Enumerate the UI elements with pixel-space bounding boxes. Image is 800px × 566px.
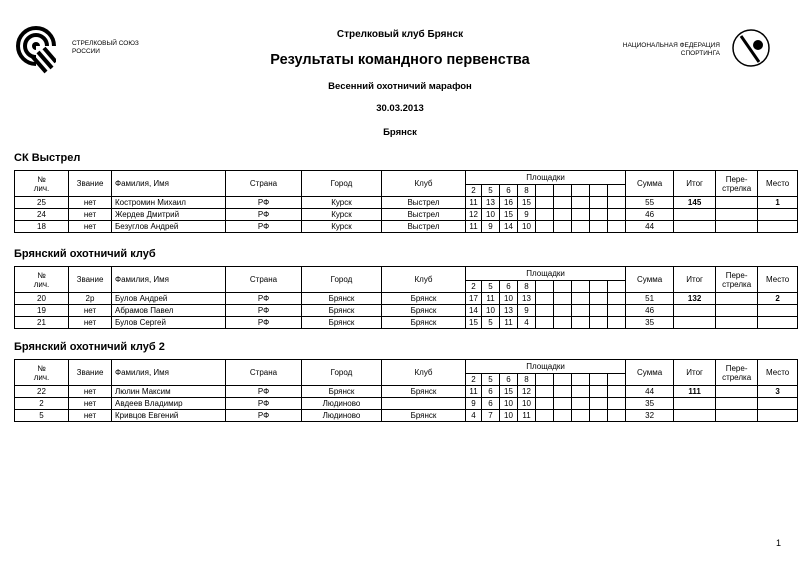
- team-total: 132: [674, 293, 716, 305]
- station-score: [554, 398, 572, 410]
- shooter-name: Булов Андрей: [112, 293, 226, 305]
- station-number-header: [554, 185, 572, 197]
- shootoff-result: [716, 398, 758, 410]
- team-total: [674, 209, 716, 221]
- station-score: 9: [482, 221, 500, 233]
- station-number-header: [590, 281, 608, 293]
- station-score: 15: [500, 209, 518, 221]
- club-name: Стрелковый клуб Брянск: [336, 29, 464, 40]
- station-number-header: [608, 185, 626, 197]
- shooter-name: Люлин Максим: [112, 386, 226, 398]
- station-score: 9: [518, 209, 536, 221]
- shootoff-result: [716, 221, 758, 233]
- station-score: [536, 398, 554, 410]
- team-total: [674, 398, 716, 410]
- shooter-sum: 44: [626, 386, 674, 398]
- shooter-city: Курск: [302, 209, 382, 221]
- team-results-table: [14, 266, 798, 329]
- shooter-rank: нет: [69, 410, 112, 422]
- station-score: [536, 410, 554, 422]
- col-stations-header: Площадки: [466, 267, 626, 281]
- col-total-header: Итог: [674, 171, 716, 197]
- station-score: 11: [482, 293, 500, 305]
- station-score: [572, 386, 590, 398]
- shooter-sum: 44: [626, 221, 674, 233]
- station-number-header: 2: [466, 374, 482, 386]
- station-score: 15: [500, 386, 518, 398]
- shooter-name: Кривцов Евгений: [112, 410, 226, 422]
- station-score: [608, 410, 626, 422]
- shooter-sum: 32: [626, 410, 674, 422]
- station-score: [608, 398, 626, 410]
- col-club-header: Клуб: [382, 171, 466, 197]
- station-score: [572, 293, 590, 305]
- col-country-header: Страна: [226, 171, 302, 197]
- col-shootoff-header: Пере- стрелка: [716, 171, 758, 197]
- station-score: 14: [466, 305, 482, 317]
- shootoff-result: [716, 386, 758, 398]
- shooter-sum: 35: [626, 398, 674, 410]
- col-sum-header: Сумма: [626, 267, 674, 293]
- shootoff-result: [716, 293, 758, 305]
- station-number-header: [536, 185, 554, 197]
- shooter-rank: нет: [69, 398, 112, 410]
- station-number-header: 5: [482, 281, 500, 293]
- station-score: [608, 221, 626, 233]
- shooter-country: РФ: [226, 221, 302, 233]
- shooter-city: Людиново: [302, 410, 382, 422]
- shooter-name: Булов Сергей: [112, 317, 226, 329]
- team-total: [674, 317, 716, 329]
- table-row: [15, 410, 798, 422]
- col-place-header: Место: [758, 360, 798, 386]
- col-place-header: Место: [758, 171, 798, 197]
- team-total: 145: [674, 197, 716, 209]
- shooter-country: РФ: [226, 209, 302, 221]
- table-header-row: [15, 171, 798, 185]
- station-number-header: [554, 374, 572, 386]
- station-score: [536, 209, 554, 221]
- station-score: 4: [466, 410, 482, 422]
- team-place: [758, 317, 798, 329]
- event-date: 30.03.2013: [376, 103, 424, 114]
- station-score: [608, 386, 626, 398]
- col-city-header: Город: [302, 360, 382, 386]
- station-score: [554, 410, 572, 422]
- station-score: [536, 317, 554, 329]
- team-total: [674, 410, 716, 422]
- station-score: [590, 386, 608, 398]
- station-score: [590, 410, 608, 422]
- table-row: [15, 209, 798, 221]
- shooter-city: Брянск: [302, 386, 382, 398]
- shootoff-result: [716, 305, 758, 317]
- station-number-header: 6: [500, 374, 518, 386]
- shooter-club: Брянск: [382, 317, 466, 329]
- shooter-club: Брянск: [382, 293, 466, 305]
- shootoff-result: [716, 197, 758, 209]
- shooter-city: Курск: [302, 197, 382, 209]
- team-place: 2: [758, 293, 798, 305]
- station-score: [536, 221, 554, 233]
- table-header-row: [15, 267, 798, 281]
- shooter-club: Брянск: [382, 386, 466, 398]
- team-place: 3: [758, 386, 798, 398]
- station-score: [590, 197, 608, 209]
- shooter-number: 24: [15, 209, 69, 221]
- team-total: [674, 305, 716, 317]
- col-country-header: Страна: [226, 360, 302, 386]
- shooter-number: 19: [15, 305, 69, 317]
- shooter-name: Безуглов Андрей: [112, 221, 226, 233]
- shootoff-result: [716, 410, 758, 422]
- team-place: [758, 410, 798, 422]
- col-num-header: № лич.: [15, 267, 69, 293]
- station-number-header: [608, 374, 626, 386]
- station-number-header: [572, 281, 590, 293]
- station-number-header: 2: [466, 281, 482, 293]
- station-score: 12: [518, 386, 536, 398]
- event-city: Брянск: [383, 127, 417, 138]
- shooter-city: Брянск: [302, 293, 382, 305]
- station-score: [554, 209, 572, 221]
- shooter-sum: 51: [626, 293, 674, 305]
- shooter-rank: 2р: [69, 293, 112, 305]
- station-score: [608, 293, 626, 305]
- station-number-header: 6: [500, 185, 518, 197]
- station-score: [554, 386, 572, 398]
- station-number-header: [554, 281, 572, 293]
- table-row: [15, 197, 798, 209]
- station-score: 11: [466, 386, 482, 398]
- table-row: [15, 398, 798, 410]
- table-header-row: [15, 360, 798, 374]
- station-number-header: 2: [466, 185, 482, 197]
- team-results-table: [14, 359, 798, 422]
- station-score: 10: [500, 398, 518, 410]
- team-place: [758, 221, 798, 233]
- shooter-city: Брянск: [302, 317, 382, 329]
- col-sum-header: Сумма: [626, 360, 674, 386]
- shootoff-result: [716, 317, 758, 329]
- station-score: 6: [482, 386, 500, 398]
- team-total: [674, 221, 716, 233]
- station-score: 4: [518, 317, 536, 329]
- shooter-sum: 46: [626, 209, 674, 221]
- station-score: [536, 386, 554, 398]
- station-score: 11: [518, 410, 536, 422]
- station-score: [536, 293, 554, 305]
- shootoff-result: [716, 209, 758, 221]
- station-score: 15: [518, 197, 536, 209]
- station-score: 6: [482, 398, 500, 410]
- team-total: 111: [674, 386, 716, 398]
- page-title: Результаты командного первенства: [270, 52, 530, 68]
- station-number-header: 8: [518, 185, 536, 197]
- table-row: [15, 386, 798, 398]
- shooter-city: Брянск: [302, 305, 382, 317]
- shooter-rank: нет: [69, 221, 112, 233]
- team-place: 1: [758, 197, 798, 209]
- station-number-header: [608, 281, 626, 293]
- team-results-table: [14, 170, 798, 233]
- shooter-city: Людиново: [302, 398, 382, 410]
- shooter-number: 18: [15, 221, 69, 233]
- station-number-header: [572, 374, 590, 386]
- col-rank-header: Звание: [69, 171, 112, 197]
- station-score: [554, 317, 572, 329]
- shooter-club: Выстрел: [382, 221, 466, 233]
- shooter-country: РФ: [226, 317, 302, 329]
- col-rank-header: Звание: [69, 267, 112, 293]
- shooter-sum: 55: [626, 197, 674, 209]
- station-score: 13: [482, 197, 500, 209]
- station-score: [554, 293, 572, 305]
- shooter-country: РФ: [226, 305, 302, 317]
- team-place: [758, 305, 798, 317]
- shooter-club: Брянск: [382, 410, 466, 422]
- station-number-header: 8: [518, 374, 536, 386]
- station-score: 10: [482, 305, 500, 317]
- shooter-name: Абрамов Павел: [112, 305, 226, 317]
- station-score: [572, 221, 590, 233]
- station-number-header: [572, 185, 590, 197]
- shooter-club: Выстрел: [382, 209, 466, 221]
- col-total-header: Итог: [674, 360, 716, 386]
- station-score: [536, 305, 554, 317]
- shooter-name: Костромин Михаил: [112, 197, 226, 209]
- shooter-club: Выстрел: [382, 197, 466, 209]
- station-number-header: [536, 281, 554, 293]
- col-num-header: № лич.: [15, 360, 69, 386]
- col-place-header: Место: [758, 267, 798, 293]
- col-stations-header: Площадки: [466, 360, 626, 374]
- station-score: 11: [466, 221, 482, 233]
- station-score: 11: [466, 197, 482, 209]
- team-place: [758, 209, 798, 221]
- col-country-header: Страна: [226, 267, 302, 293]
- station-score: 10: [518, 221, 536, 233]
- station-score: [572, 398, 590, 410]
- shooter-club: Брянск: [382, 305, 466, 317]
- station-score: 15: [466, 317, 482, 329]
- station-score: 17: [466, 293, 482, 305]
- shooter-number: 25: [15, 197, 69, 209]
- shooter-country: РФ: [226, 197, 302, 209]
- shooter-city: Курск: [302, 221, 382, 233]
- station-score: [572, 209, 590, 221]
- station-number-header: 5: [482, 185, 500, 197]
- page-number: 1: [776, 538, 782, 548]
- team-title: СК Выстрел: [14, 152, 81, 164]
- station-score: [608, 305, 626, 317]
- station-score: [590, 398, 608, 410]
- col-shootoff-header: Пере- стрелка: [716, 267, 758, 293]
- station-number-header: 6: [500, 281, 518, 293]
- shooter-sum: 35: [626, 317, 674, 329]
- station-score: [536, 197, 554, 209]
- col-club-header: Клуб: [382, 267, 466, 293]
- col-city-header: Город: [302, 171, 382, 197]
- shooter-number: 21: [15, 317, 69, 329]
- shooter-sum: 46: [626, 305, 674, 317]
- team-title: Брянский охотничий клуб 2: [14, 341, 165, 353]
- shooter-number: 20: [15, 293, 69, 305]
- shooter-country: РФ: [226, 410, 302, 422]
- station-score: 7: [482, 410, 500, 422]
- col-num-header: № лич.: [15, 171, 69, 197]
- station-number-header: 5: [482, 374, 500, 386]
- station-score: [554, 221, 572, 233]
- station-score: [590, 317, 608, 329]
- station-score: 16: [500, 197, 518, 209]
- station-number-header: [536, 374, 554, 386]
- station-score: 13: [500, 305, 518, 317]
- shooter-number: 2: [15, 398, 69, 410]
- station-score: 9: [466, 398, 482, 410]
- station-score: [572, 410, 590, 422]
- station-score: [572, 305, 590, 317]
- station-score: 5: [482, 317, 500, 329]
- station-number-header: [590, 185, 608, 197]
- station-score: 14: [500, 221, 518, 233]
- station-score: [554, 197, 572, 209]
- shooter-country: РФ: [226, 386, 302, 398]
- station-score: [590, 305, 608, 317]
- org-right-name: НАЦИОНАЛЬНАЯ ФЕДЕРАЦИЯ СПОРТИНГА: [622, 42, 720, 57]
- shooter-rank: нет: [69, 209, 112, 221]
- shooter-name: Жердев Дмитрий: [112, 209, 226, 221]
- table-row: [15, 317, 798, 329]
- shooter-club: [382, 398, 466, 410]
- shooter-number: 5: [15, 410, 69, 422]
- event-name: Весенний охотничий марафон: [328, 81, 472, 92]
- shooter-number: 22: [15, 386, 69, 398]
- shooter-rank: нет: [69, 305, 112, 317]
- shooter-name: Авдеев Владимир: [112, 398, 226, 410]
- table-row: [15, 221, 798, 233]
- col-name-header: Фамилия, Имя: [112, 171, 226, 197]
- shooter-rank: нет: [69, 386, 112, 398]
- station-score: 10: [500, 410, 518, 422]
- station-number-header: 8: [518, 281, 536, 293]
- station-score: [572, 197, 590, 209]
- col-name-header: Фамилия, Имя: [112, 267, 226, 293]
- table-row: [15, 305, 798, 317]
- station-score: [572, 317, 590, 329]
- table-row: [15, 293, 798, 305]
- shooter-rank: нет: [69, 317, 112, 329]
- station-score: 13: [518, 293, 536, 305]
- station-score: [590, 209, 608, 221]
- org-left-name: СТРЕЛКОВЫЙ СОЮЗ РОССИИ: [72, 40, 139, 55]
- station-score: [608, 197, 626, 209]
- station-score: 10: [518, 398, 536, 410]
- shooter-country: РФ: [226, 398, 302, 410]
- station-score: 11: [500, 317, 518, 329]
- station-score: 10: [482, 209, 500, 221]
- shooter-country: РФ: [226, 293, 302, 305]
- station-score: [554, 305, 572, 317]
- station-score: [608, 209, 626, 221]
- station-score: 10: [500, 293, 518, 305]
- station-score: 12: [466, 209, 482, 221]
- col-city-header: Город: [302, 267, 382, 293]
- shooter-rank: нет: [69, 197, 112, 209]
- col-sum-header: Сумма: [626, 171, 674, 197]
- station-score: [590, 293, 608, 305]
- col-total-header: Итог: [674, 267, 716, 293]
- col-name-header: Фамилия, Имя: [112, 360, 226, 386]
- col-club-header: Клуб: [382, 360, 466, 386]
- col-rank-header: Звание: [69, 360, 112, 386]
- station-score: 9: [518, 305, 536, 317]
- station-score: [608, 317, 626, 329]
- col-stations-header: Площадки: [466, 171, 626, 185]
- team-place: [758, 398, 798, 410]
- col-shootoff-header: Пере- стрелка: [716, 360, 758, 386]
- team-title: Брянский охотничий клуб: [14, 248, 156, 260]
- station-number-header: [590, 374, 608, 386]
- station-score: [590, 221, 608, 233]
